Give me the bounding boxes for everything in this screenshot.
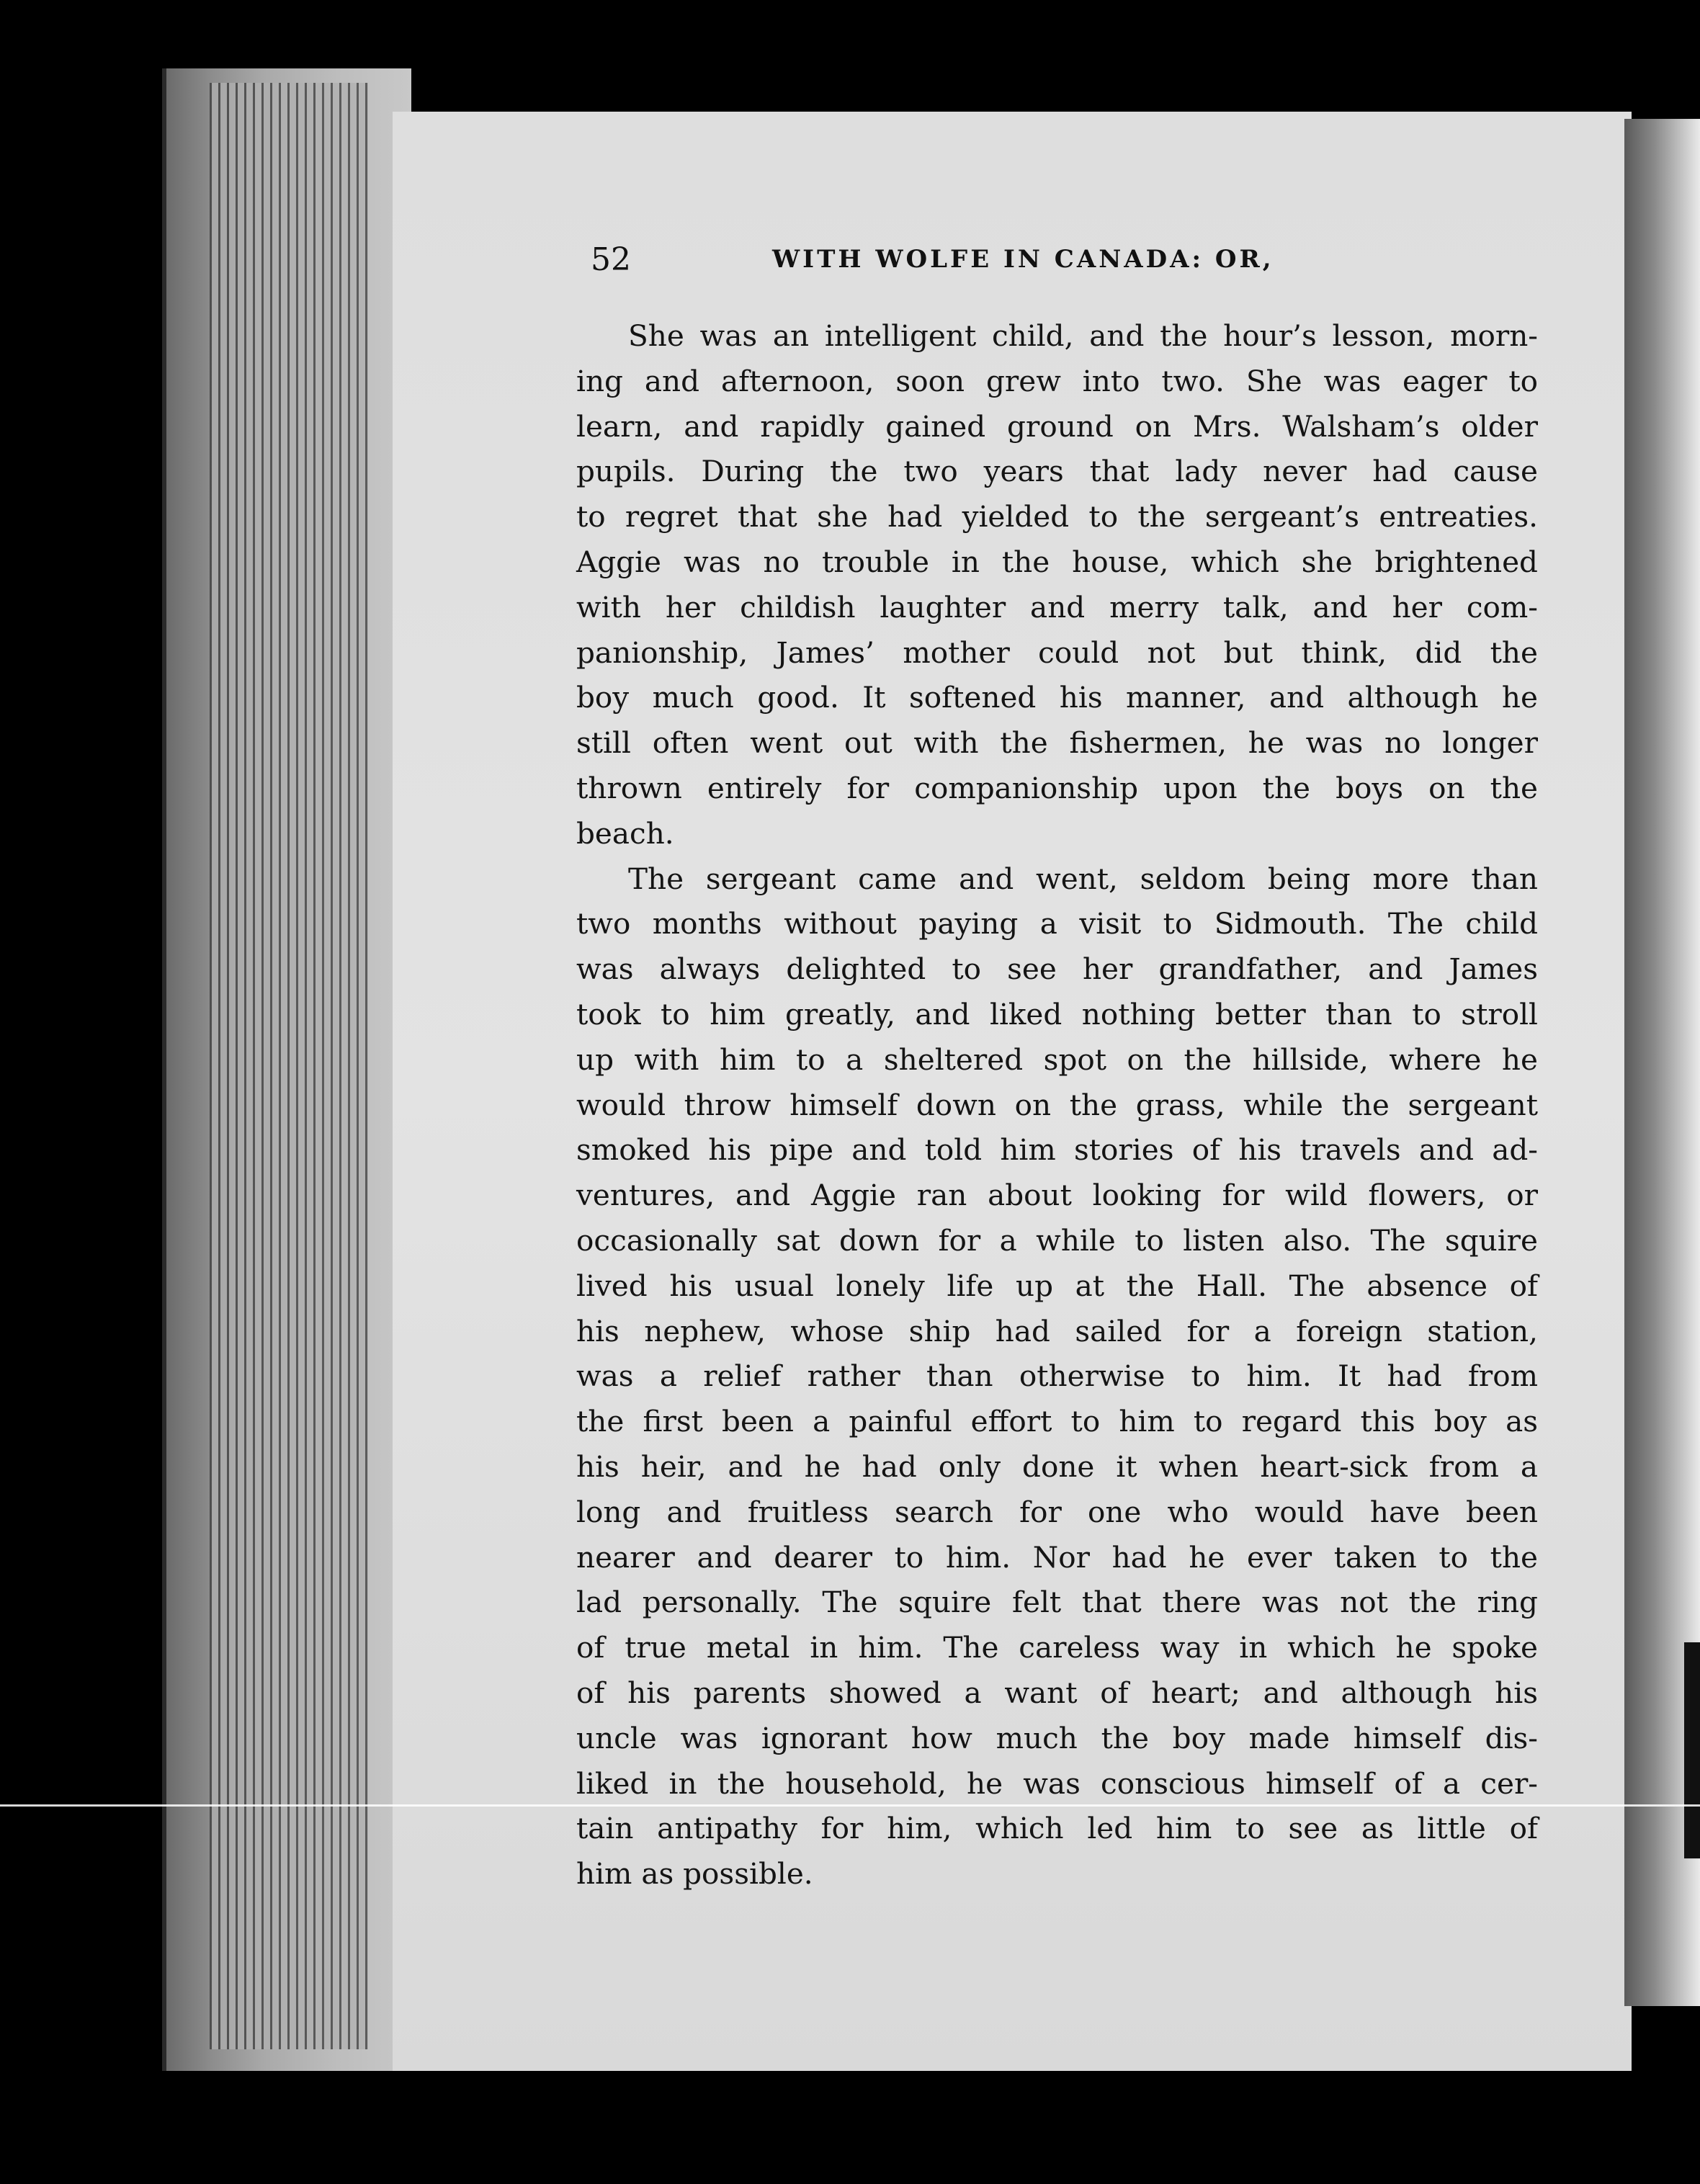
- text-line: took to him greatly, and liked nothing better than to stroll: [576, 996, 1538, 1031]
- paragraph: [576, 856, 1538, 1897]
- text-line: his heir, and he had only done it when heart-sick from a: [576, 1449, 1538, 1484]
- paragraph: [576, 313, 1538, 856]
- text-line: was a relief rather than otherwise to him. It had from: [576, 1359, 1538, 1394]
- text-line: two months without paying a visit to Sidmouth. The child: [576, 906, 1538, 941]
- text-line: pupils. During the two years that lady never had cause: [576, 454, 1538, 489]
- text-line: lived his usual lonely life up at the Hall. The absence of: [576, 1268, 1538, 1303]
- text-line: learn, and rapidly gained ground on Mrs. Walsham’s older: [576, 408, 1538, 444]
- scan-border-mark: [1684, 1642, 1700, 1858]
- text-line: uncle was ignorant how much the boy made himself dis-: [576, 1720, 1538, 1755]
- text-line: boy much good. It softened his manner, and although he: [576, 680, 1538, 715]
- text-line: tain antipathy for him, which led him to see as little of: [576, 1811, 1538, 1846]
- text-line: was always delighted to see her grandfather, and James: [576, 952, 1538, 987]
- text-line: occasionally sat down for a while to listen also. The squire: [576, 1222, 1538, 1258]
- running-head: WITH WOLFE IN CANADA: OR,: [772, 245, 1274, 274]
- page-number: 52: [591, 241, 631, 278]
- text-line: the first been a painful effort to him to regard this boy as: [576, 1404, 1538, 1439]
- text-line: lad personally. The squire felt that there was not the ring: [576, 1585, 1538, 1620]
- text-line: thrown entirely for companionship upon the boys on the: [576, 770, 1538, 805]
- text-line: smoked his pipe and told him stories of his travels and ad-: [576, 1132, 1538, 1168]
- text-line: with her childish laughter and merry talk, and her com-: [576, 589, 1538, 625]
- text-line: beach.: [576, 815, 674, 851]
- text-line: long and fruitless search for one who would have been: [576, 1494, 1538, 1529]
- body-text: [576, 313, 1538, 1897]
- text-line: of his parents showed a want of heart; and although his: [576, 1675, 1538, 1710]
- text-line: to regret that she had yielded to the sergeant’s entreaties.: [576, 499, 1538, 534]
- text-line: Aggie was no trouble in the house, which she brightened: [576, 544, 1538, 579]
- text-line: his nephew, whose ship had sailed for a foreign station,: [576, 1313, 1538, 1348]
- text-line: ing and afternoon, soon grew into two. She was eager to: [576, 363, 1538, 398]
- text-line: panionship, James’ mother could not but think, did the: [576, 635, 1538, 670]
- text-line: of true metal in him. The careless way in which he spoke: [576, 1630, 1538, 1665]
- scan-artifact-line: [0, 1804, 1700, 1807]
- page-edges: [162, 68, 411, 2071]
- text-line: ventures, and Aggie ran about looking for wild flowers, or: [576, 1178, 1538, 1213]
- text-line: him as possible.: [576, 1856, 813, 1892]
- text-line: nearer and dearer to him. Nor had he ever taken to the: [576, 1539, 1538, 1575]
- text-line: would throw himself down on the grass, while the sergeant: [576, 1087, 1538, 1122]
- text-line: up with him to a sheltered spot on the hillside, where he: [576, 1042, 1538, 1077]
- text-line: She was an intelligent child, and the hour’s lesson, morn-: [628, 318, 1538, 353]
- text-line: liked in the household, he was conscious himself of a cer-: [576, 1765, 1538, 1801]
- text-line: still often went out with the fishermen, he was no longer: [576, 725, 1538, 761]
- text-line: The sergeant came and went, seldom being more than: [628, 861, 1538, 896]
- page-header: [591, 241, 1556, 285]
